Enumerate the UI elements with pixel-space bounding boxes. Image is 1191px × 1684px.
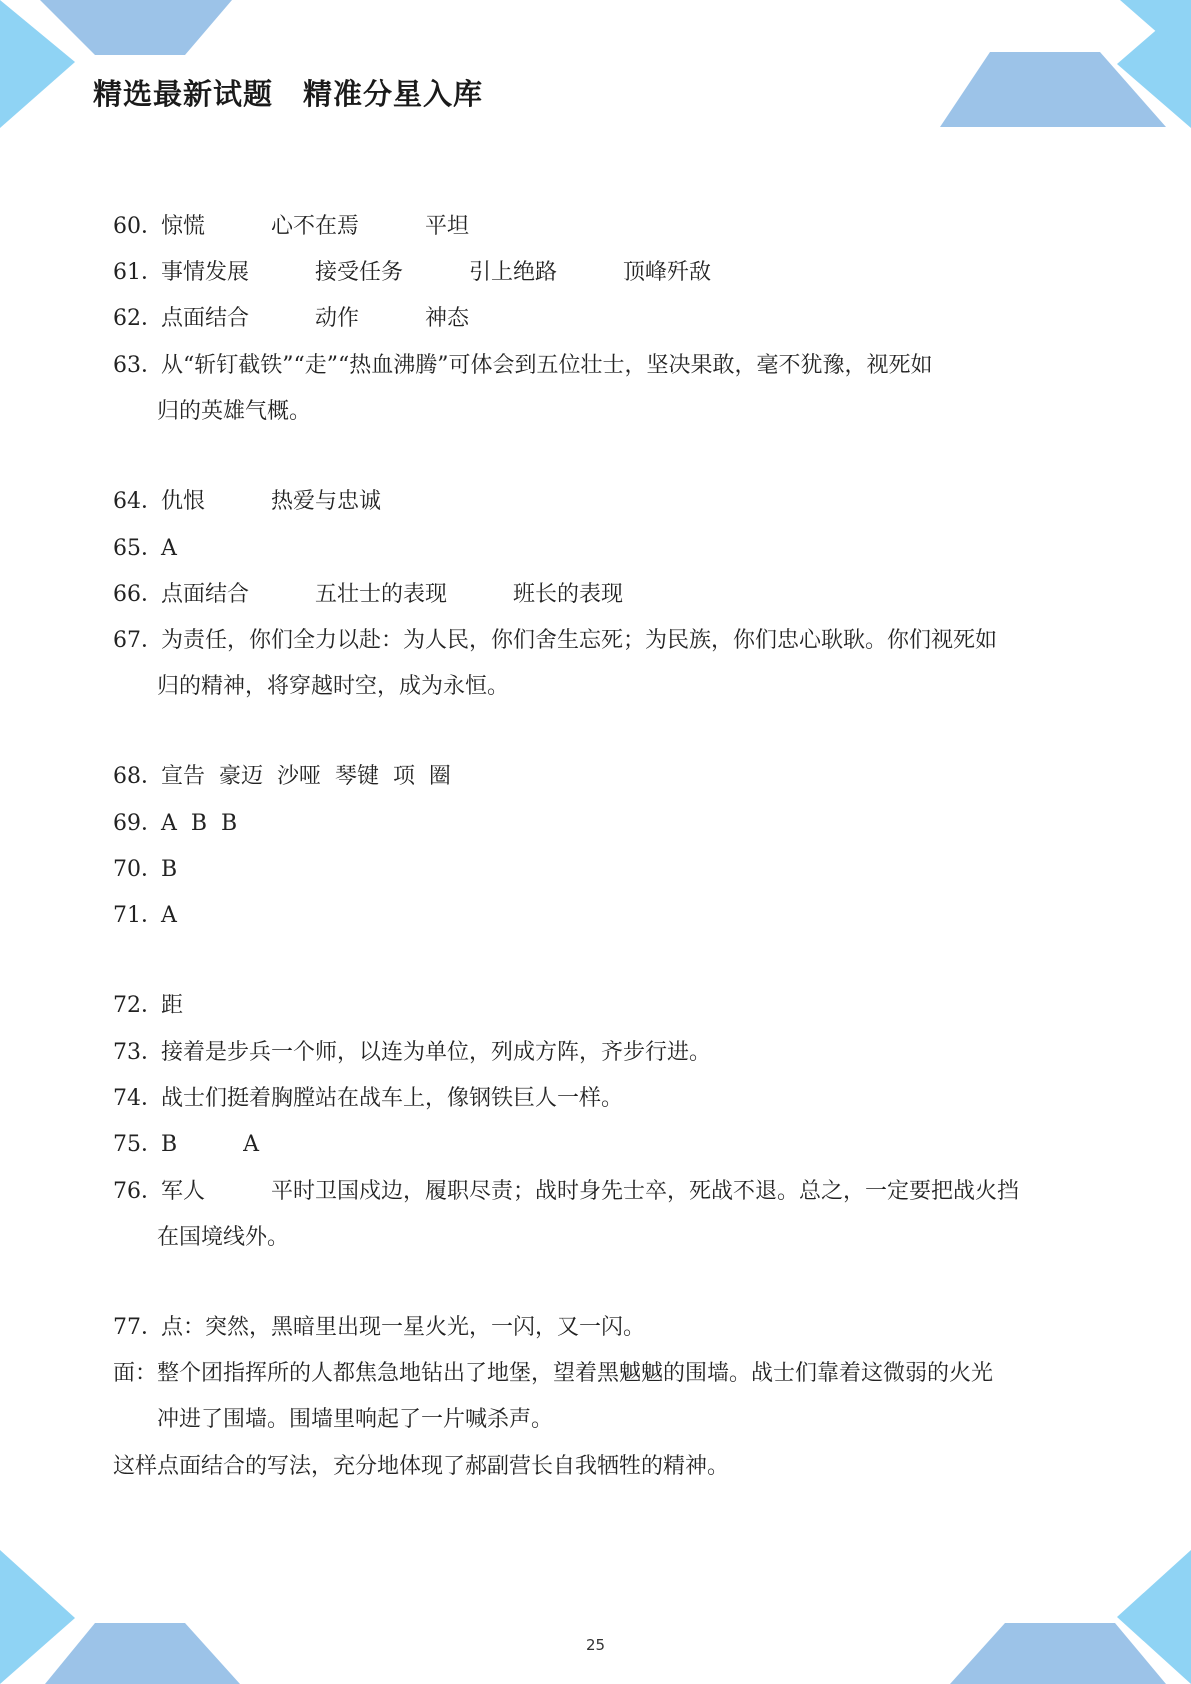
answer-number: 64． [113,489,163,514]
answer-text: 冲进了围墙。围墙里响起了一片喊杀声。 [157,1407,554,1432]
answer-number: 76． [113,1179,163,1204]
answer-number: 60． [113,214,163,239]
answer-text: 归的精神，将穿越时空，成为永恒。 [157,674,510,699]
answer-number: 66． [113,582,163,607]
answer-line-66 [113,580,623,610]
answer-text: 这样点面结合的写法，充分地体现了郝副营长自我牺牲的精神。 [113,1454,730,1479]
answer-line-61 [113,258,711,288]
answer-text: 在国境线外。 [157,1225,290,1250]
answer-line-77 [113,1313,645,1343]
answer-text: 惊慌 心不在焉 平坦 [161,214,470,239]
answer-number: 67． [113,628,163,653]
answer-line-67 [113,626,997,656]
answer-text: 战士们挺着胸膛站在战车上，像钢铁巨人一样。 [161,1086,624,1111]
answer-line-63 [113,351,933,381]
answer-line-75 [113,1130,259,1160]
answer-number: 69． [113,811,163,836]
page-number: 25 [585,1636,606,1654]
answer-line-67-cont [157,672,509,702]
header-title: 精选最新试题 精准分星入库 [93,77,484,111]
answer-text: B [161,857,178,882]
answer-number: 70． [113,857,163,882]
answer-line-65 [113,534,177,564]
answer-text: A [161,903,177,928]
answer-line-62 [113,304,469,334]
answer-text: 归的英雄气概。 [157,399,312,424]
answer-number: 77． [113,1315,163,1340]
answer-number: 75． [113,1132,163,1157]
answer-text: 面：整个团指挥所的人都焦急地钻出了地堡，望着黑魆魆的围墙。战士们靠着这微弱的火光 [113,1361,994,1386]
answer-text: 军人 平时卫国戍边，履职尽责；战时身先士卒，死战不退。总之，一定要把战火挡 [161,1179,1020,1204]
answer-line-73 [113,1038,711,1068]
answer-line-70 [113,855,177,885]
answer-number: 73． [113,1040,163,1065]
answer-number: 62． [113,306,163,331]
answer-line-69 [113,809,237,839]
answer-text: 点面结合 五壮士的表现 班长的表现 [161,582,624,607]
answer-text: 宣告 豪迈 沙哑 琴键 项 圈 [161,764,451,789]
answer-line-60 [113,212,469,242]
answer-text: 为责任，你们全力以赴：为人民，你们舍生忘死；为民族，你们忠心耿耿。你们视死如 [161,628,998,653]
answer-number: 61． [113,260,163,285]
answer-line-76 [113,1177,1019,1207]
answer-line-72 [113,991,183,1021]
answer-text: B A [161,1132,260,1157]
top-left-trapezoid [40,0,232,55]
answer-line-63-cont [157,397,311,427]
answer-line-74 [113,1084,623,1114]
answer-number: 71． [113,903,163,928]
answer-text: 距 [161,993,184,1018]
answer-line-77-mian [113,1359,993,1389]
answer-line-68 [113,762,451,792]
answer-text: 点面结合 动作 神态 [161,306,470,331]
answer-line-77-mian-cont [157,1405,553,1435]
answer-text: A [161,536,177,561]
answer-text: 事情发展 接受任务 引上绝路 顶峰歼敌 [161,260,712,285]
answer-line-76-cont [157,1223,289,1253]
answer-text: 点：突然，黑暗里出现一星火光，一闪，又一闪。 [161,1315,646,1340]
answer-number: 63． [113,353,163,378]
answer-text: A B B [161,811,238,836]
answer-number: 65． [113,536,163,561]
answer-text: 接着是步兵一个师，以连为单位，列成方阵，齐步行进。 [161,1040,712,1065]
answer-text: 仇恨 热爱与忠诚 [161,489,382,514]
answer-text: 从“斩钉截铁”“走”“热血沸腾”可体会到五位壮士，坚决果敢，毫不犹豫，视死如 [161,353,933,378]
answer-number: 72． [113,993,163,1018]
answer-line-77-summary [113,1452,729,1482]
answer-line-71 [113,901,177,931]
answer-number: 68． [113,764,163,789]
answer-number: 74． [113,1086,163,1111]
answer-line-64 [113,487,381,517]
